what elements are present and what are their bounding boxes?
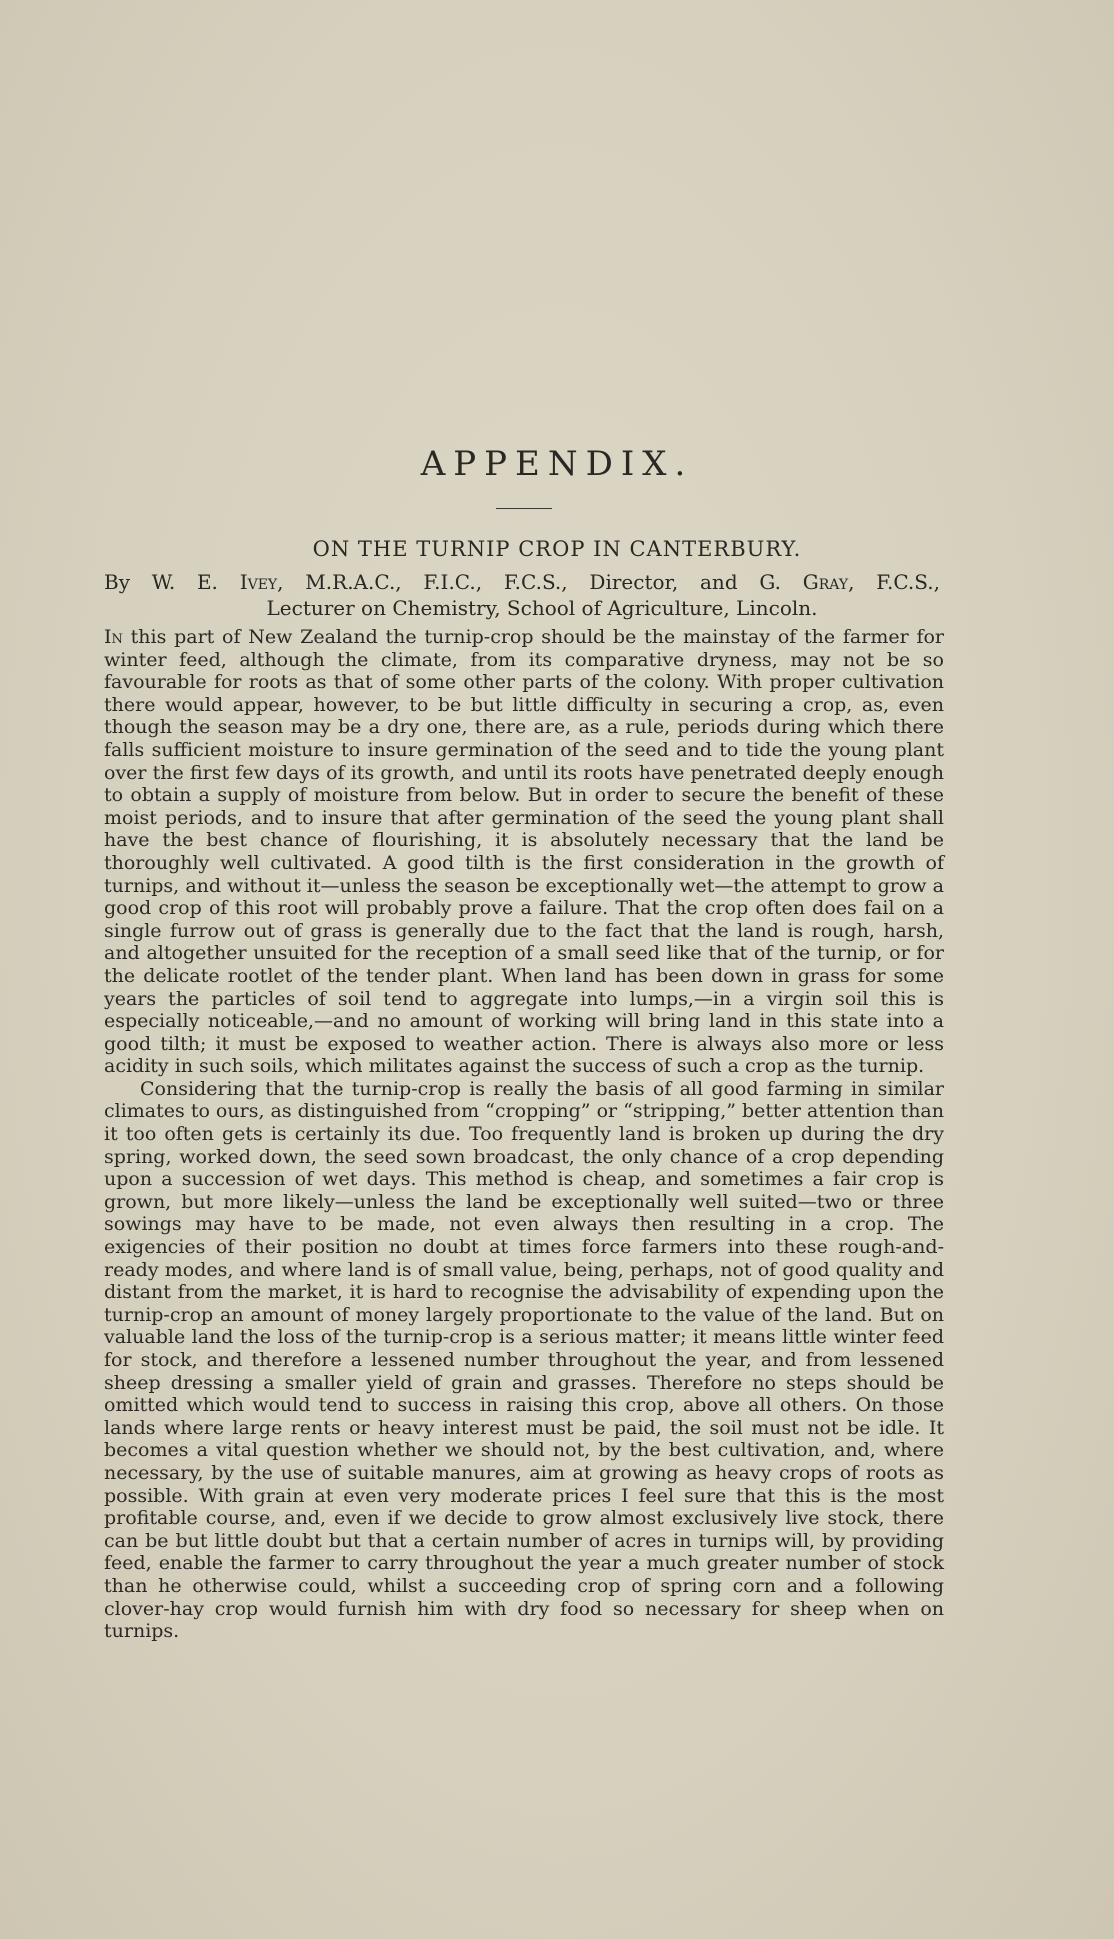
author-credentials: , F.C.S., <box>848 570 940 594</box>
byline-prefix: By W. E. <box>104 570 240 594</box>
author-name: Gray <box>802 570 849 594</box>
paragraph <box>104 626 944 1078</box>
paragraph-lead: In <box>104 626 123 648</box>
page-title: APPENDIX. <box>420 444 694 484</box>
title-divider <box>496 508 552 509</box>
byline-affiliation: Lecturer on Chemistry, School of Agriculture, Lincoln. <box>266 596 818 620</box>
article-body <box>104 626 944 1643</box>
byline-authors <box>104 569 940 595</box>
byline <box>104 569 940 621</box>
author-credentials: , M.R.A.C., F.I.C., F.C.S., Director, and G. <box>277 570 803 594</box>
paragraph-text: Considering that the turnip-crop is really the basis of all good farming in similar climates to ours, as distinguished from “cropping” or “stripping,” better attention than it too often gets is certainly its due. Too frequently land is broken up during the dry spring, worked down, the seed sown broadcast, the only chance of a crop depending upon a succession of wet days. This method is cheap, and sometimes a fair crop is grown, but more likely—unless the land be exceptionally well suited—two or three sowings may have to be made, not even always then resulting in a crop. The exigencies of their position no doubt at times force farmers into these rough-and-ready modes, and where land is of small value, being, perhaps, not of good quality and distant from the market, it is hard to recognise the advisability of expending upon the turnip-crop an amount of money largely proportionate to the value of the land. But on valuable land the loss of the turnip-crop is a serious matter; it means little winter feed for stock, and therefore a lessened number throughout the year, and from lessened sheep dressing a smaller yield of grain and grasses. Therefore no steps should be omitted which would tend to success in raising this crop, above all others. On those lands where large rents or heavy interest must be paid, the soil must not be idle. It becomes a vital question whether we should not, by the best cultivation, and, where necessary, by the use of suitable manures, aim at growing as heavy crops of roots as possible. With grain at even very moderate prices I feel sure that this is the most profitable course, and, even if we decide to grow almost exclusively live stock, there can be but little doubt but that a certain number of acres in turnips will, by providing feed, enable the farmer to carry throughout the year a much greater number of stock than he otherwise could, whilst a succeeding crop of spring corn and a following clover-hay crop would furnish him with dry food so necessary for sheep when on turnips. <box>104 1077 944 1643</box>
paragraph-text: this part of New Zealand the turnip-crop should be the mainstay of the farmer for winter feed, although the climate, from its comparative dryness, may not be so favourable for roots as that of some other parts of the colony. With proper cultivation there would appear, however, to be but little difficulty in securing a crop, as, even though the season may be a dry one, there are, as a rule, periods during which there falls sufficient moisture to insure germination of the seed and to tide the young plant over the first few days of its growth, and until its roots have penetrated deeply enough to obtain a supply of moisture from below. But in order to secure the benefit of these moist periods, and to insure that after germination of the seed the young plant shall have the best chance of flourishing, it is absolutely necessary that the land be thoroughly well cultivated. A good tilth is the first consideration in the growth of turnips, and without it—unless the season be exceptionally wet—the attempt to grow a good crop of this root will probably prove a failure. That the crop often does fail on a single furrow out of grass is generally due to the fact that the land is rough, harsh, and altogether unsuited for the reception of a small seed like that of the turnip, or for the delicate rootlet of the tender plant. When land has been down in grass for some years the particles of soil tend to aggregate into lumps,—in a virgin soil this is especially noticeable,—and no amount of working will bring land in this state into a good tilth; it must be exposed to weather action. There is always also more or less acidity in such soils, which militates against the success of such a crop as the turnip. <box>104 626 944 1078</box>
paragraph <box>104 1078 944 1643</box>
article-title: ON THE TURNIP CROP IN CANTERBURY. <box>312 537 802 561</box>
author-name: Ivey <box>239 570 278 594</box>
